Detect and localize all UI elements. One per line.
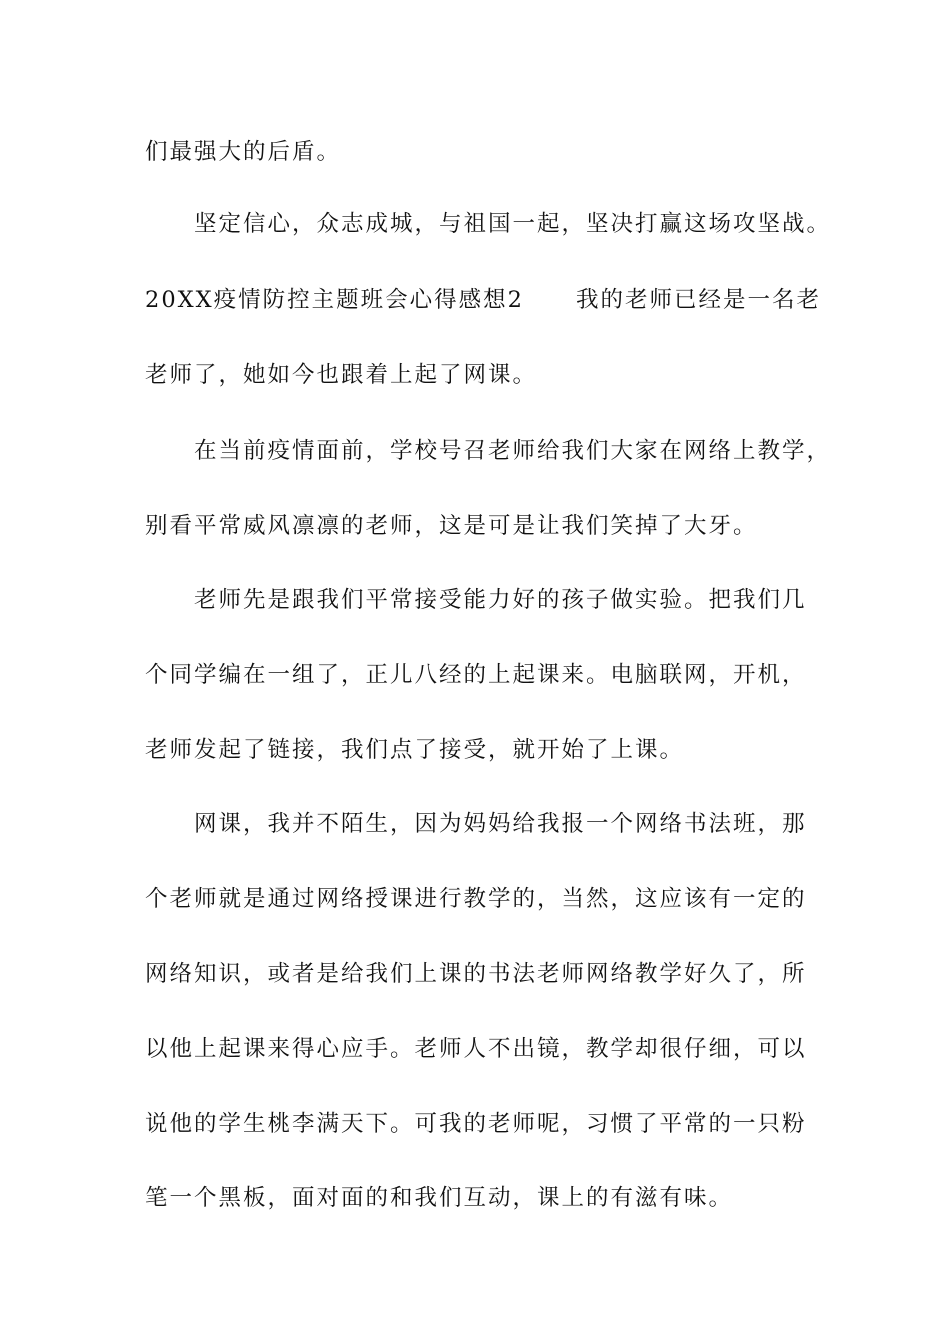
- section-heading: 20XX疫情防控主题班会心得感想2: [145, 287, 524, 313]
- paragraph-line: 个同学编在一组了，正儿八经的上起课来。电脑联网，开机，: [145, 662, 807, 688]
- paragraph-line: 在当前疫情面前，学校号召老师给我们大家在网络上教学，: [194, 438, 832, 464]
- paragraph-line: 网课，我并不陌生，因为妈妈给我报一个网络书法班，那: [194, 811, 807, 837]
- paragraph-line: 以他上起课来得心应手。老师人不出镜，教学却很仔细，可以: [145, 1036, 807, 1062]
- paragraph-line: 个老师就是通过网络授课进行教学的，当然，这应该有一定的: [145, 886, 807, 912]
- heading-line: [145, 285, 821, 315]
- paragraph-line: 老师了，她如今也跟着上起了网课。: [145, 362, 538, 388]
- paragraph-line: 老师发起了链接，我们点了接受，就开始了上课。: [145, 737, 685, 763]
- paragraph-line: 坚定信心，众志成城，与祖国一起，坚决打赢这场攻坚战。: [194, 211, 832, 237]
- paragraph-line: 别看平常威风凛凛的老师，这是可是让我们笑掉了大牙。: [145, 513, 758, 539]
- paragraph-line: 老师先是跟我们平常接受能力好的孩子做实验。把我们几: [194, 587, 807, 613]
- paragraph-text: 我的老师已经是一名老: [575, 287, 821, 313]
- paragraph-line: 笔一个黑板，面对面的和我们互动，课上的有滋有味。: [145, 1185, 734, 1211]
- paragraph-line: 说他的学生桃李满天下。可我的老师呢，习惯了平常的一只粉: [145, 1111, 807, 1137]
- paragraph-line: 们最强大的后盾。: [145, 139, 342, 165]
- paragraph-line: 网络知识，或者是给我们上课的书法老师网络教学好久了，所: [145, 961, 807, 987]
